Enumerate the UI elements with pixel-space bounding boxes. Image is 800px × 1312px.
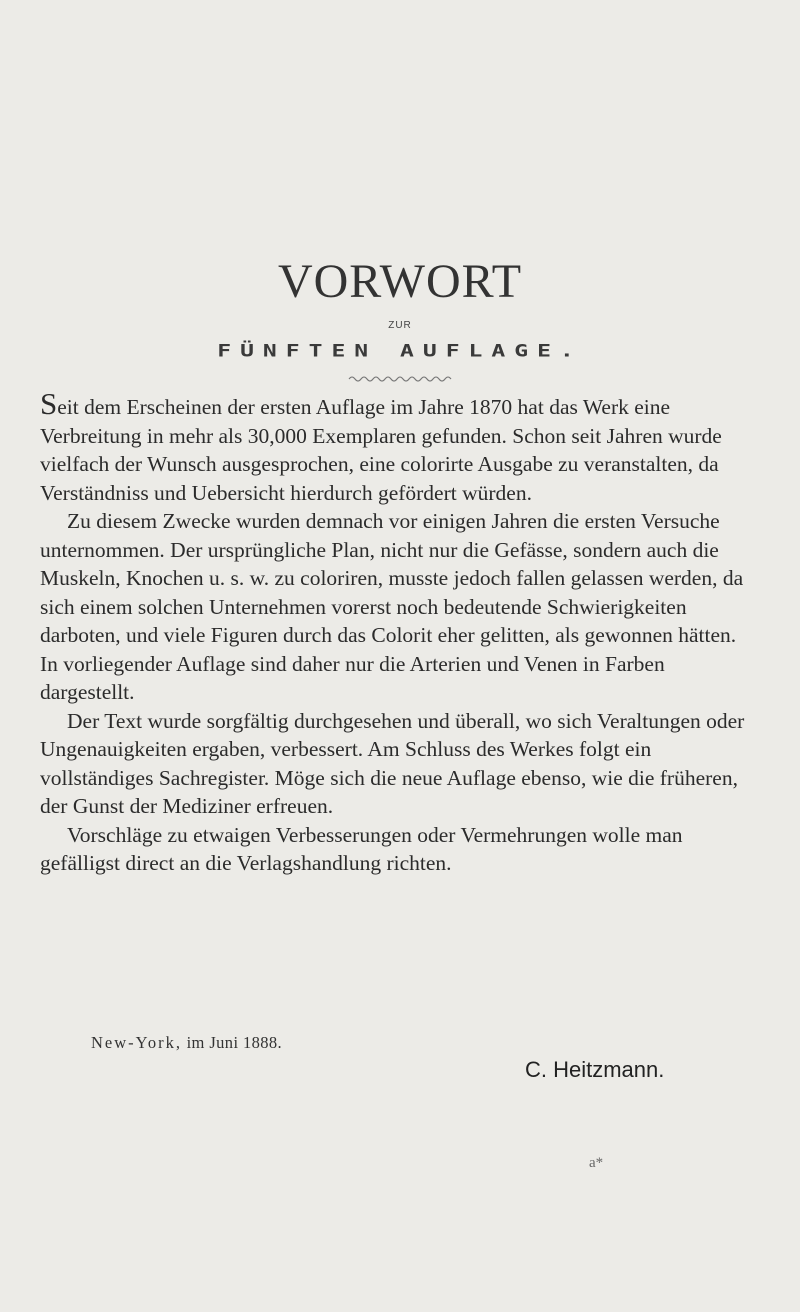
paragraph-1-text: eit dem Erscheinen der ersten Auflage im Jahre 1870 hat das Werk eine Verbreitung in mehr als 30,000 Exemplaren gefunden. Schon seit Jahren wurde vielfach der Wunsch ausgesprochen, eine colorirte Ausgabe zu veranstalten, da Verständniss und Uebersicht hierdurch gefördert würden. <box>40 395 722 505</box>
preface-body <box>40 386 745 878</box>
wavy-ornament-divider <box>347 373 455 385</box>
signature-mark: a* <box>589 1155 604 1171</box>
author-signature: C. Heitzmann. <box>525 1057 665 1082</box>
paragraph-2: Zu diesem Zwecke wurden demnach vor einigen Jahren die ersten Versuche unternommen. Der ursprüngliche Plan, nicht nur die Gefässe, sondern auch die Muskeln, Knochen u. s. w. zu coloriren, musste jedoch fallen gelassen werden, da sich einem solchen Unternehmen vorerst noch bedeutende Schwierigkeiten darboten, und viele Figuren durch das Colorit eher gelitten, als gewonnen hätten. In vorliegender Auflage sind daher nur die Arterien und Venen in Farben dargestellt. <box>40 509 744 704</box>
paragraph-3: Der Text wurde sorgfältig durchgesehen und überall, wo sich Veraltungen oder Ungenauigkeiten ergaben, verbessert. Am Schluss des Werkes folgt ein vollständiges Sachregister. Möge sich die neue Auflage ebenso, wie die früheren, der Gunst der Mediziner erfreuen. <box>40 708 745 818</box>
dateline-place: New-York, <box>91 1033 183 1052</box>
dateline <box>91 1033 282 1053</box>
paragraph-1 <box>40 386 745 507</box>
page-title: VORWORT <box>277 255 523 308</box>
paragraph-4: Vorschläge zu etwaigen Verbesserungen oder Vermehrungen wolle man gefälligst direct an die Verlagshandlung richten. <box>40 822 683 875</box>
dateline-date: im Juni 1888. <box>186 1033 283 1052</box>
subtitle-zur: ZUR <box>388 320 412 331</box>
initial-letter: S <box>40 386 58 421</box>
edition-heading: FÜNFTEN AUFLAGE. <box>217 341 583 361</box>
